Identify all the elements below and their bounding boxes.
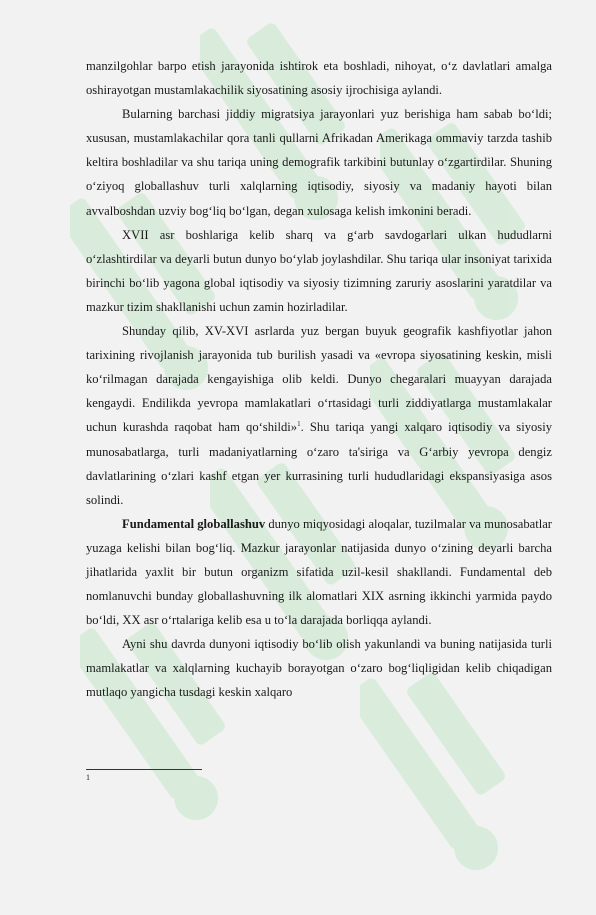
paragraph-5-text: dunyo miqyosidagi aloqalar, tuzilmalar va munosabatlar yuzaga kelishi bilan bog‘liq. Mazkur jarayonlar natijasida dunyo o‘zining deyarli barcha jihatlarida yaxlit bir butun organizm sifatida uzil-kesil shakllandi. Fundamental deb nomlanuvchi bunday globallashuvning ilk alomatlari XIX asrning ikkinchi yarmida paydo bo‘ldi, XX asr o‘rtalariga kelib esa u to‘la darajada borliqqa aylandi.: [86, 516, 552, 628]
paragraph-5: [86, 512, 552, 632]
paragraph-6: [86, 632, 552, 704]
paragraph-3: [86, 223, 552, 319]
paragraph-1: [86, 54, 552, 102]
footnote-reference[interactable]: 1: [297, 420, 301, 429]
body-text: [86, 54, 552, 705]
paragraph-1-text: manzilgohlar barpo etish jarayonida ishtirok eta boshladi, nihoyat, o‘z davlatlari amalga oshirayotgan mustamlakachilik siyosatining asosiy ijrochisiga aylandi.: [86, 59, 552, 98]
paragraph-6-text: Ayni shu davrda dunyoni iqtisodiy bo‘lib olish yakunlandi va buning natijasida turli mamlakatlar va xalqlarning kuchayib borayotgan o‘zaro bog‘liqligidan kelib chiqadigan mutlaqo yangicha tusdagi keskin xalqaro: [86, 637, 552, 700]
paragraph-4-text: Shunday qilib, XV-XVI asrlarda yuz bergan buyuk geografik kashfiyotlar jahon tarixining rivojlanish jarayonida tub burilish yasadi va «evropa siyosatining keskin, misli ko‘rilmagan darajada kengayishiga olib keldi. Dunyo chegaralari muayyan darajada kengaydi. Endilikda yevropa mamlakatlari o‘rtasidagi turli ziddiyatlarga mustamlakalar uchun kurashda raqobat ham qo‘shildi»: [86, 324, 552, 435]
paragraph-4: [86, 319, 552, 512]
term-fundamental-globalization: Fundamental globallashuv: [122, 516, 266, 531]
paragraph-3-text: XVII asr boshlariga kelib sharq va g‘arb savdogarlari ulkan hududlarni o‘zlashtirdilar va deyarli butun dunyo bo‘ylab joylashdilar. Shu tariqa ular insoniyat tarixida birinchi bo‘lib yagona global iqtisodiy va siyosiy tizimning zaruriy asoslarini yaratdilar va mazkur tizim shakllanishi uchun zamin hozirladilar.: [86, 227, 552, 314]
paragraph-2: [86, 102, 552, 222]
paragraph-2-text: Bularning barchasi jiddiy migratsiya jarayonlari yuz berishiga ham sabab bo‘ldi; xususan, mustamlakachilar qora tanli qullarni Afrikadan Amerikaga ommaviy tarzda tashib keltira boshladilar va shu tariqa uning demografik tarkibini butunlay o‘zgartirdilar. Shuning o‘ziyoq globallashuv turli xalqlarning iqtisodiy, siyosiy va madaniy hayoti bilan avvalboshdan uzviy bog‘liq bo‘lgan, degan xulosaga kelish imkonini beradi.: [86, 107, 552, 218]
paragraph-4-text-continued: . Shu tariqa yangi xalqaro iqtisodiy va siyosiy munosabatlarga, turli madaniyatlarning o‘zaro ta'siriga va G‘arbiy yevropa dengiz davlatlarining o‘zlari kashf etgan yer kurrasining turli hududlaridagi ekspansiyasiga asos solindi.: [86, 420, 552, 507]
footnote-number: 1: [86, 773, 90, 782]
footnote-divider: [86, 769, 202, 770]
